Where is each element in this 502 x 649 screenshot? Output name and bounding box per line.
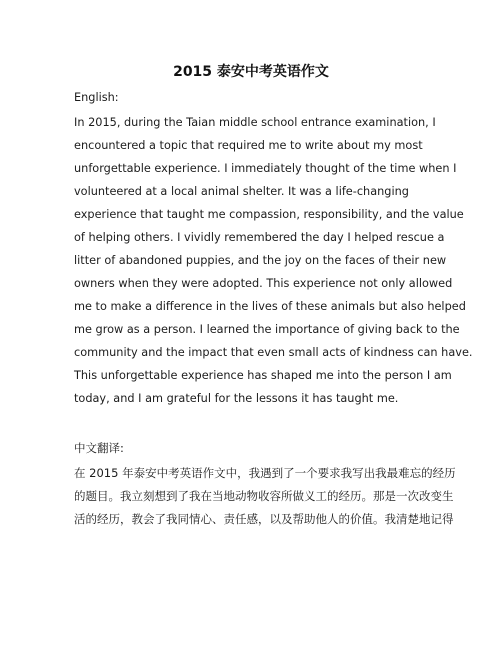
- english-line-9: me to make a difference in the lives of these animals but also helped: [74, 300, 466, 313]
- english-line-13: today, and I am grateful for the lessons it has taught me.: [74, 392, 399, 405]
- english-line-5: experience that taught me compassion, responsibility, and the value: [74, 208, 464, 221]
- chinese-line-3: 活的经历，教会了我同情心、责任感，以及帮助他人的价值。我清楚地记得: [74, 512, 454, 526]
- english-line-3: unforgettable experience. I immediately thought of the time when I: [74, 162, 457, 175]
- document-title: 2015 泰安中考英语作文: [173, 64, 329, 80]
- chinese-line-1: 在 2015 年泰安中考英语作文中，我遇到了一个要求我写出我最难忘的经历: [74, 466, 456, 480]
- english-line-7: litter of abandoned puppies, and the joy on the faces of their new: [74, 254, 447, 267]
- english-line-4: volunteered at a local animal shelter. It was a life-changing: [74, 185, 409, 198]
- chinese-label: 中文翻译:: [74, 441, 124, 455]
- english-line-8: owners when they were adopted. This experience not only allowed: [74, 277, 453, 290]
- english-line-6: of helping others. I vividly remembered the day I helped rescue a: [74, 231, 445, 244]
- english-line-2: encountered a topic that required me to write about my most: [74, 139, 423, 152]
- english-line-1: In 2015, during the Taian middle school entrance examination, I: [74, 116, 436, 129]
- chinese-line-2: 的题目。我立刻想到了我在当地动物收容所做义工的经历。那是一次改变生: [74, 489, 454, 503]
- english-line-12: This unforgettable experience has shaped me into the person I am: [74, 369, 452, 382]
- english-line-11: community and the impact that even small acts of kindness can have.: [74, 346, 473, 359]
- english-line-10: me grow as a person. I learned the importance of giving back to the: [74, 323, 460, 336]
- english-label: English:: [74, 91, 119, 104]
